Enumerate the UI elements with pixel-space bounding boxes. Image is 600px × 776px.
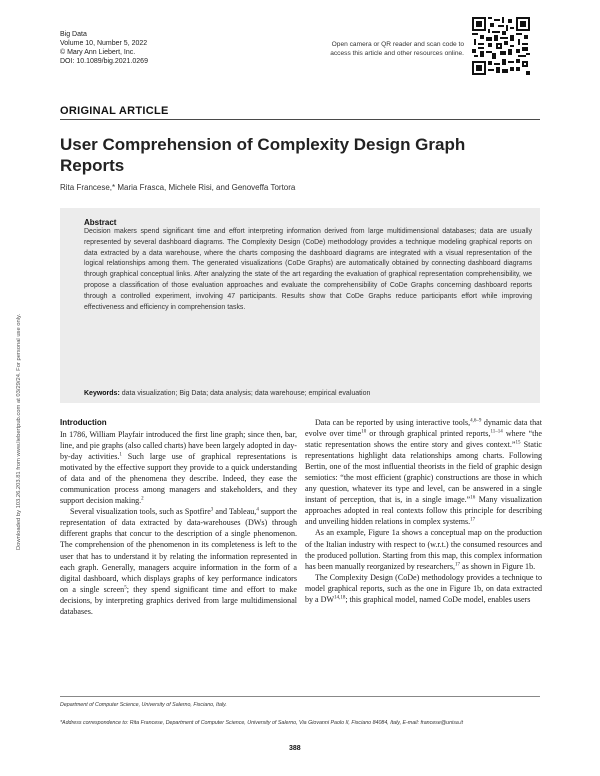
- paragraph-text: Such large use of graphical representations is motivated by the effective support they provide to a quick understanding of data and of the phenomena they describe. Indeed, they ease the communication process among managers and stakeholders, and they support decision making.: [60, 452, 297, 506]
- article-type: ORIGINAL ARTICLE: [60, 105, 169, 117]
- journal-info: [60, 30, 260, 66]
- journal-copyright: © Mary Ann Liebert, Inc.: [60, 49, 136, 56]
- paragraph: [305, 527, 542, 571]
- section-heading-introduction: Introduction: [60, 418, 107, 427]
- paragraph-text: The Complexity Design (CoDe) methodology provides a technique to model graphical reports, such as the one in Figure 1b, on data extracted by a DW: [305, 572, 542, 604]
- paragraph-text: As an example, Figure 1a shows a conceptual map on the production of the Italian industry with respect to (w.r.t.) the consumed resources and the produced pollution. Starting from this map, this complex information has been manually reorganized by researchers,: [305, 528, 542, 571]
- citation[interactable]: 16: [470, 495, 476, 501]
- paragraph-text: or through graphical printed reports,: [366, 429, 491, 439]
- qr-instructions: Open camera or QR reader and scan code to access this article and other resources online.: [330, 41, 464, 57]
- abstract-text: Decision makers spend significant time and effort interpreting information derived from large multidimensional databases; data are usually represented by several dashboard diagrams. The Complexity Design (CoDe) methodology provides a technique modeling graphical reports on data extracted by a data warehouse, where the charts composing the dashboard diagrams are integrated with a visual representation of the logical relationships among them. The generated visualizations (CoDe Graphs) are automatically obtained by connecting dashboard diagrams through graphical conceptual links. After analyzing the state of the art regarding the evaluation of graphical representation comprehensibility, we propose a classification of those evaluation approaches and evaluate the comprehensibility of CoDe Graphs concerning dashboard reports through a controlled experiment, involving 47 participants. Results show that CoDe Graphs reduce participants effort while improving effectiveness and efficiency in comprehension tasks.: [84, 228, 532, 311]
- paragraph-text: Static representations highlight data relationships among charts. Following Bertin, one of the most influential theorists in the field of graphic design semiotics: “the most efficient (graphic) constructions are those in which any question, whatever its type and level, can be answered in a single instant of perception, that is, in a single image.”: [305, 440, 543, 505]
- footnote-divider: [60, 696, 540, 697]
- affiliation-footnote: Department of Computer Science, University of Salerno, Fisciano, Italy.: [60, 702, 227, 708]
- abstract-heading: Abstract: [84, 218, 117, 227]
- paragraph-text: ; this graphical model, named CoDe model, enables users: [345, 594, 531, 604]
- paragraph-text: dynamic data that evolve over time: [305, 418, 542, 439]
- citation[interactable]: 2: [141, 496, 144, 502]
- keywords-label: Keywords:: [84, 390, 120, 397]
- journal-doi[interactable]: DOI: 10.1089/big.2021.0269: [60, 58, 148, 65]
- citation[interactable]: 4: [256, 507, 259, 513]
- citation[interactable]: 17: [470, 517, 476, 523]
- body-column-right: [305, 417, 542, 605]
- paragraph: [60, 429, 297, 506]
- keywords-text: data visualization; Big Data; data analysis; data warehouse; empirical evaluation: [121, 390, 371, 397]
- citation[interactable]: 17: [455, 561, 460, 567]
- header-divider: [60, 119, 540, 120]
- citation[interactable]: 15: [515, 440, 521, 446]
- author-list: Rita Francese,* Maria Frasca, Michele Risi, and Genoveffa Tortora: [60, 183, 296, 192]
- citation[interactable]: 10: [361, 429, 367, 435]
- citation[interactable]: 1: [119, 452, 122, 458]
- download-watermark-text: Downloaded by 103.26.203.81 from www.liebertpub.com at 03/29/24. For personal use only.: [16, 313, 22, 550]
- paragraph-text: where “the static representation shows the entire story and gives context.”: [305, 429, 542, 450]
- journal-volume: Volume 10, Number 5, 2022: [60, 40, 148, 47]
- paragraph-text: Data can be reported by using interactive tools,: [315, 418, 471, 427]
- paragraph-text: ; they spend significant time and effort to make decisions, by interpreting graphics derived from large multidimensional databases.: [60, 584, 297, 616]
- paragraph-text: Many visualization approaches adopted in real contexts follow this principle for describing and unveiling hidden relations in complex systems.: [305, 495, 543, 527]
- body-column-left: [60, 417, 297, 617]
- qr-code-icon[interactable]: [472, 17, 530, 75]
- paragraph: [305, 417, 542, 527]
- citation[interactable]: 14,18: [334, 595, 346, 601]
- citation[interactable]: 3: [210, 507, 214, 513]
- download-watermark: [6, 250, 30, 550]
- journal-name: Big Data: [60, 31, 87, 38]
- paragraph: [305, 572, 542, 605]
- article-title: User Comprehension of Complexity Design Graph Reports: [60, 135, 466, 175]
- page-number: 388: [289, 745, 301, 752]
- paragraph-text: and Tableau,: [213, 507, 257, 517]
- citation[interactable]: 11–14: [490, 429, 503, 435]
- citation[interactable]: 4,6–9: [470, 418, 482, 424]
- citation[interactable]: 5: [124, 584, 127, 590]
- paragraph-text: In 1786, William Playfair introduced the first line graph; since then, bar, line, and pie graphs (also called charts) have been largely adopted in day-by-day activities.: [60, 430, 297, 462]
- paragraph: [60, 506, 297, 616]
- paragraph-text: as shown in Figure 1b.: [460, 561, 536, 571]
- keywords: [84, 390, 532, 397]
- paragraph-text: Several visualization tools, such as Spotfire: [70, 507, 211, 517]
- paragraph-text: support the representation of data extracted by data-warehouses (DWs) through different graphs that concur to the description of a single phenomenon. The comprehension of the phenomenon in its completeness is left to the user that has to understand it by relating the information represented in each graph. Generally, managers acquire information in the form of a digital dashboard, which displays graphs of key performance indicators on a single screen: [60, 507, 297, 594]
- correspondence-footnote: *Address correspondence to: Rita Francese, Department of Computer Science, University of Salerno, Via Giovanni Paolo II, Fisciano 84084, Italy, E-mail: francese@unisa.it: [60, 720, 463, 726]
